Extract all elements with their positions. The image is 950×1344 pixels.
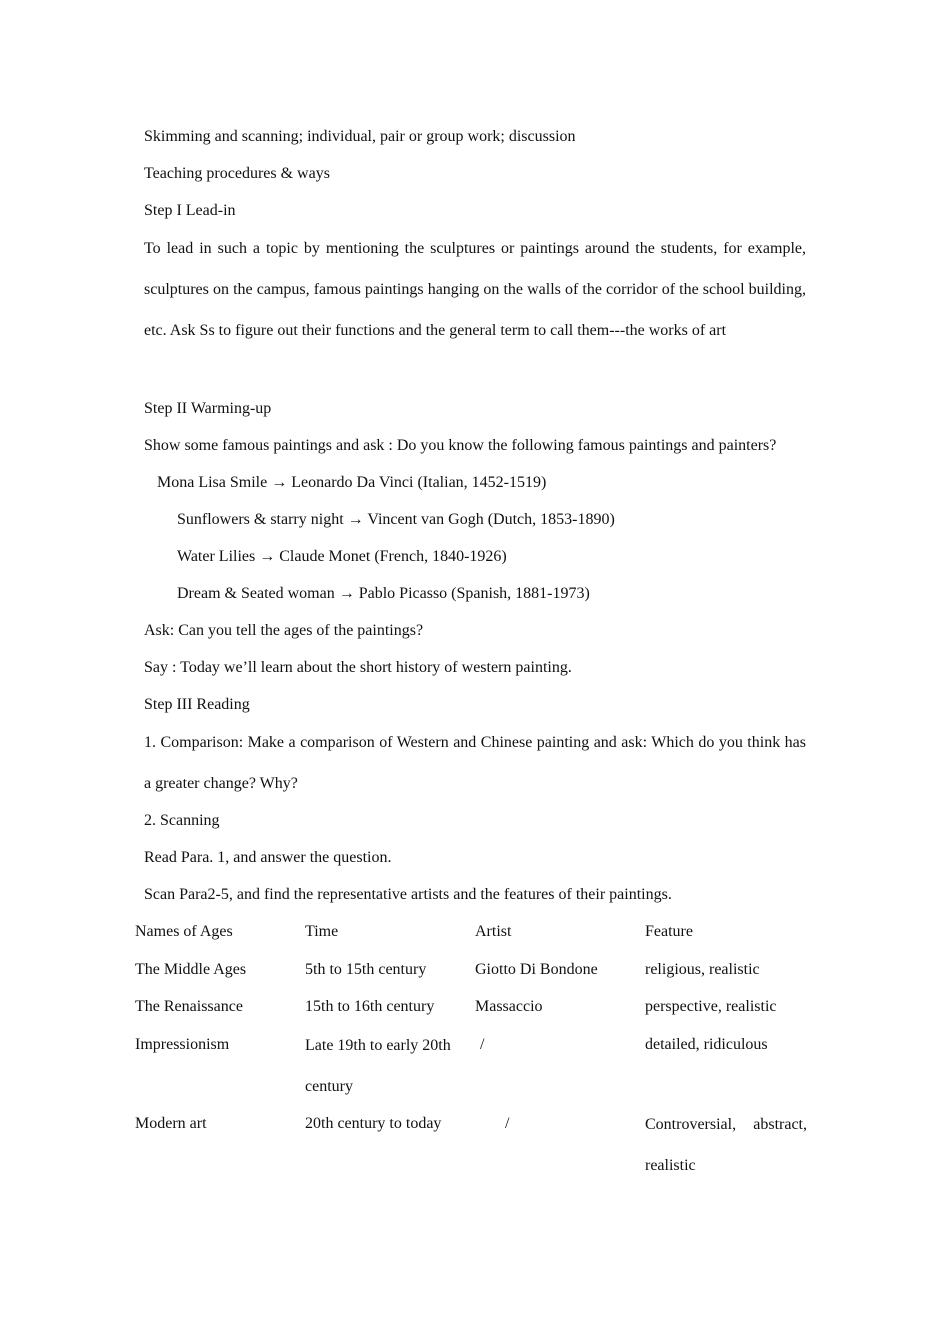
table-cell: 15th to 16th century xyxy=(305,998,435,1015)
read-para-instruction: Read Para. 1, and answer the question. xyxy=(144,849,392,866)
scan-para-instruction: Scan Para2-5, and find the representative artists and the features of their paintings. xyxy=(144,886,672,903)
procedures-heading: Teaching procedures & ways xyxy=(144,165,330,182)
table-cell: / xyxy=(505,1115,510,1132)
table-header-cell: Artist xyxy=(475,923,512,940)
painting-item: Water Lilies → Claude Monet (French, 1840-1926) xyxy=(177,548,507,565)
table-cell: Late 19th to early 20th century xyxy=(305,1037,451,1095)
painting-item: Dream & Seated woman → Pablo Picasso (Spanish, 1881-1973) xyxy=(177,585,590,602)
table-cell: perspective, realistic xyxy=(645,998,777,1015)
step2-ask: Ask: Can you tell the ages of the paintings? xyxy=(144,622,424,639)
step1-paragraph: To lead in such a topic by mentioning the sculptures or paintings around the students, for example, sculptures on the campus, famous paintings hanging on the walls of the corridor of the school building, etc. Ask Ss to figure out their functions and the general term to call them---the works of art xyxy=(144,240,806,339)
method-line: Skimming and scanning; individual, pair or group work; discussion xyxy=(144,128,576,145)
table-cell: 20th century to today xyxy=(305,1115,442,1132)
step1-heading: Step I Lead-in xyxy=(144,202,236,219)
table-cell: The Middle Ages xyxy=(135,961,247,978)
table-cell: / xyxy=(480,1036,485,1053)
painting-item: Sunflowers & starry night → Vincent van Gogh (Dutch, 1853-1890) xyxy=(177,511,615,528)
scanning-heading: 2. Scanning xyxy=(144,812,220,829)
table-header-cell: Names of Ages xyxy=(135,923,233,940)
step2-heading: Step II Warming-up xyxy=(144,400,272,417)
table-cell: Massaccio xyxy=(475,998,543,1015)
table-cell: The Renaissance xyxy=(135,998,243,1015)
table-cell: detailed, ridiculous xyxy=(645,1036,768,1053)
table-cell: 5th to 15th century xyxy=(305,961,427,978)
table-header-cell: Feature xyxy=(645,923,693,940)
table-cell: religious, realistic xyxy=(645,961,760,978)
table-cell: Modern art xyxy=(135,1115,207,1132)
painting-item: Mona Lisa Smile → Leonardo Da Vinci (Italian, 1452-1519) xyxy=(157,474,547,491)
table-cell: Impressionism xyxy=(135,1036,230,1053)
step3-heading: Step III Reading xyxy=(144,696,250,713)
table-cell: Giotto Di Bondone xyxy=(475,961,598,978)
table-header-cell: Time xyxy=(305,923,339,940)
table-cell: Controversial, abstract, realistic xyxy=(645,1116,807,1174)
step2-intro: Show some famous paintings and ask : Do you know the following famous paintings and painters? xyxy=(144,437,777,454)
comparison-paragraph: 1. Comparison: Make a comparison of Western and Chinese painting and ask: Which do you think has a greater change? Why? xyxy=(144,734,806,792)
step2-say: Say : Today we’ll learn about the short history of western painting. xyxy=(144,659,572,676)
